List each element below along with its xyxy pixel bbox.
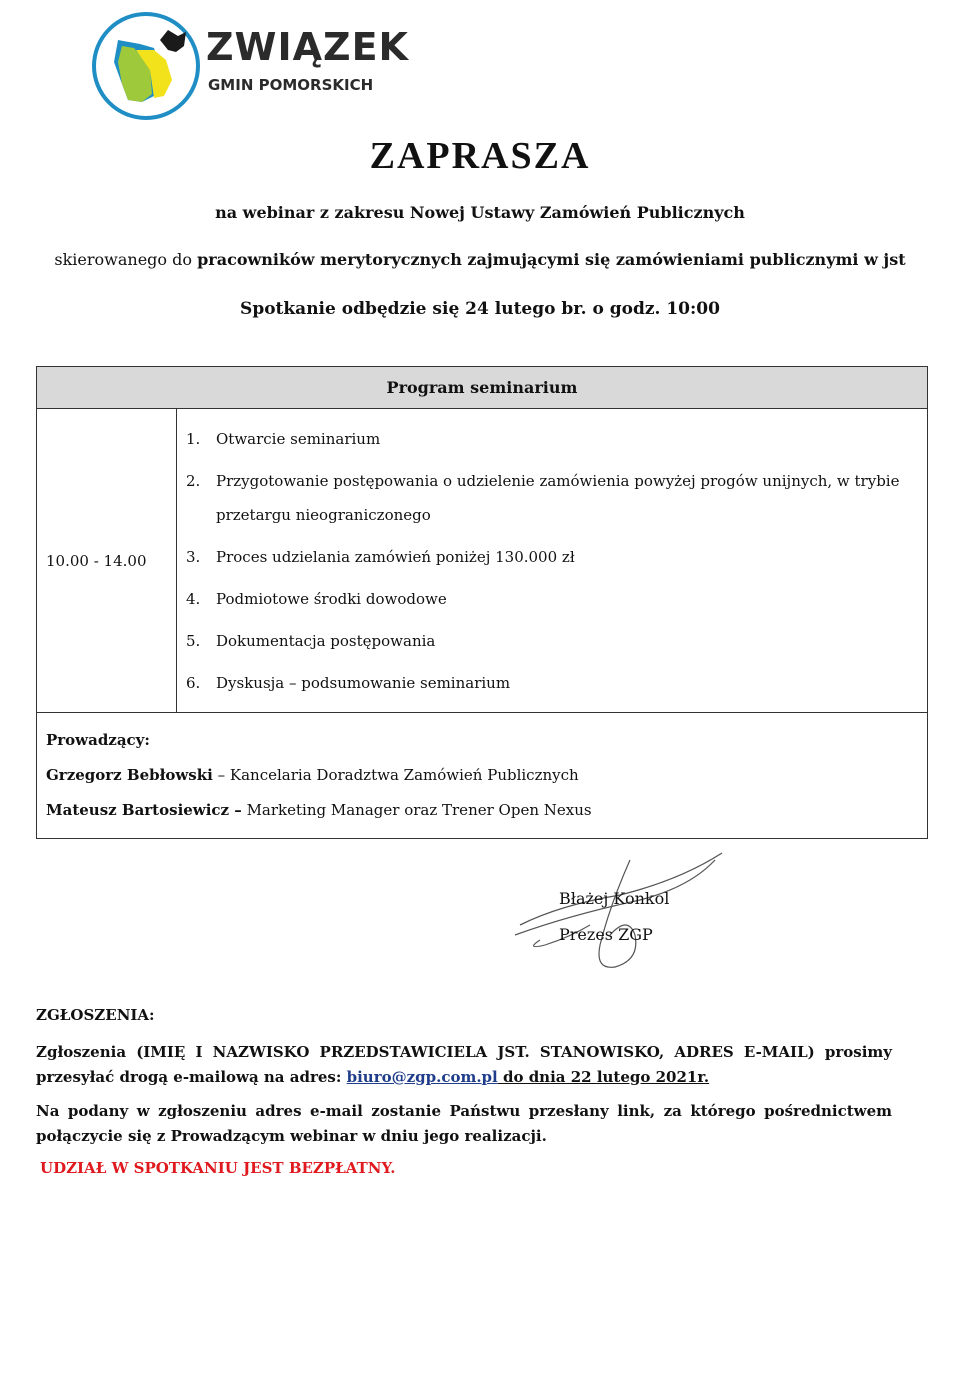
program-item: [186, 666, 927, 700]
presenter-role: Kancelaria Doradztwa Zamówień Publicznych: [229, 766, 579, 784]
program-time: 10.00 - 14.00: [37, 409, 177, 713]
logo-title: ZWIĄZEK: [206, 25, 409, 69]
logo: [88, 10, 408, 122]
program-table: [36, 366, 928, 839]
program-item-text: Proces udzielania zamówień poniżej 130.000 zł: [216, 548, 575, 566]
program-items-list: [177, 409, 927, 712]
presenters-label: Prowadzący:: [46, 731, 150, 749]
program-item-text: Dokumentacja postępowania: [216, 632, 436, 650]
pomerania-map-emblem: [88, 10, 208, 122]
free-participation-notice: UDZIAŁ W SPOTKANIU JEST BEZPŁATNY.: [40, 1159, 396, 1177]
meeting-date: Spotkanie odbędzie się 24 lutego br. o godz. 10:00: [240, 299, 720, 319]
presenter-1: [46, 758, 918, 793]
program-item-text: Otwarcie seminarium: [216, 430, 381, 448]
program-items-cell: [177, 409, 928, 713]
presenter-sep: –: [212, 766, 230, 784]
program-header: Program seminarium: [37, 367, 928, 409]
registration-heading: ZGŁOSZENIA:: [36, 1006, 155, 1024]
program-item-number: 3.: [186, 548, 201, 566]
registration-instructions: [36, 1040, 892, 1090]
program-item-text: Przygotowanie postępowania o udzielenie zamówienia powyżej progów unijnych, w trybie przetargu nieograniczonego: [216, 472, 900, 524]
email-link[interactable]: biuro@zgp.com.pl: [346, 1068, 498, 1086]
presenter-name: Grzegorz Bebłowski: [46, 766, 213, 784]
registration-link-info: Na podany w zgłoszeniu adres e-mail zostanie Państwu przesłany link, za którego pośrednictwem połączycie się z Prowadzącym webinar w dniu jego realizacji.: [36, 1102, 892, 1145]
program-item: [186, 422, 927, 456]
program-item: [186, 624, 927, 658]
signatory-role: Prezes ZGP: [559, 925, 653, 944]
page-title: ZAPRASZA: [369, 135, 591, 177]
program-item-number: 2.: [186, 472, 201, 490]
program-item-text: Dyskusja – podsumowanie seminarium: [216, 674, 511, 692]
audience-prefix: skierowanego do: [54, 250, 198, 269]
program-item-number: 4.: [186, 590, 201, 608]
presenter-role: Marketing Manager oraz Trener Open Nexus: [246, 801, 592, 819]
registration-deadline: do dnia 22 lutego 2021r.: [497, 1068, 710, 1086]
program-item: [186, 582, 927, 616]
program-item: [186, 464, 927, 532]
program-item-number: 5.: [186, 632, 201, 650]
presenter-name: Mateusz Bartosiewicz –: [46, 801, 242, 819]
signatory-name: Błażej Konkol: [559, 889, 670, 908]
presenter-2: [46, 793, 918, 828]
handwritten-signature: [500, 845, 740, 980]
logo-subtitle: GMIN POMORSKICH: [208, 76, 374, 94]
presenters-cell: [37, 713, 928, 839]
program-item: [186, 540, 927, 574]
registration-text: Zgłoszenia (IMIĘ I NAZWISKO PRZEDSTAWICIELA JST. STANOWISKO, ADRES E-MAIL) prosimy przesyłać drogą e-mailową na adres:: [36, 1043, 892, 1086]
subtitle-audience: [0, 250, 960, 269]
program-item-number: 1.: [186, 430, 201, 448]
audience-target: pracowników merytorycznych zajmującymi się zamówieniami publicznymi w jst: [197, 250, 906, 269]
subtitle-webinar: na webinar z zakresu Nowej Ustawy Zamówień Publicznych: [215, 203, 745, 222]
program-item-text: Podmiotowe środki dowodowe: [216, 590, 447, 608]
program-item-number: 6.: [186, 674, 201, 692]
